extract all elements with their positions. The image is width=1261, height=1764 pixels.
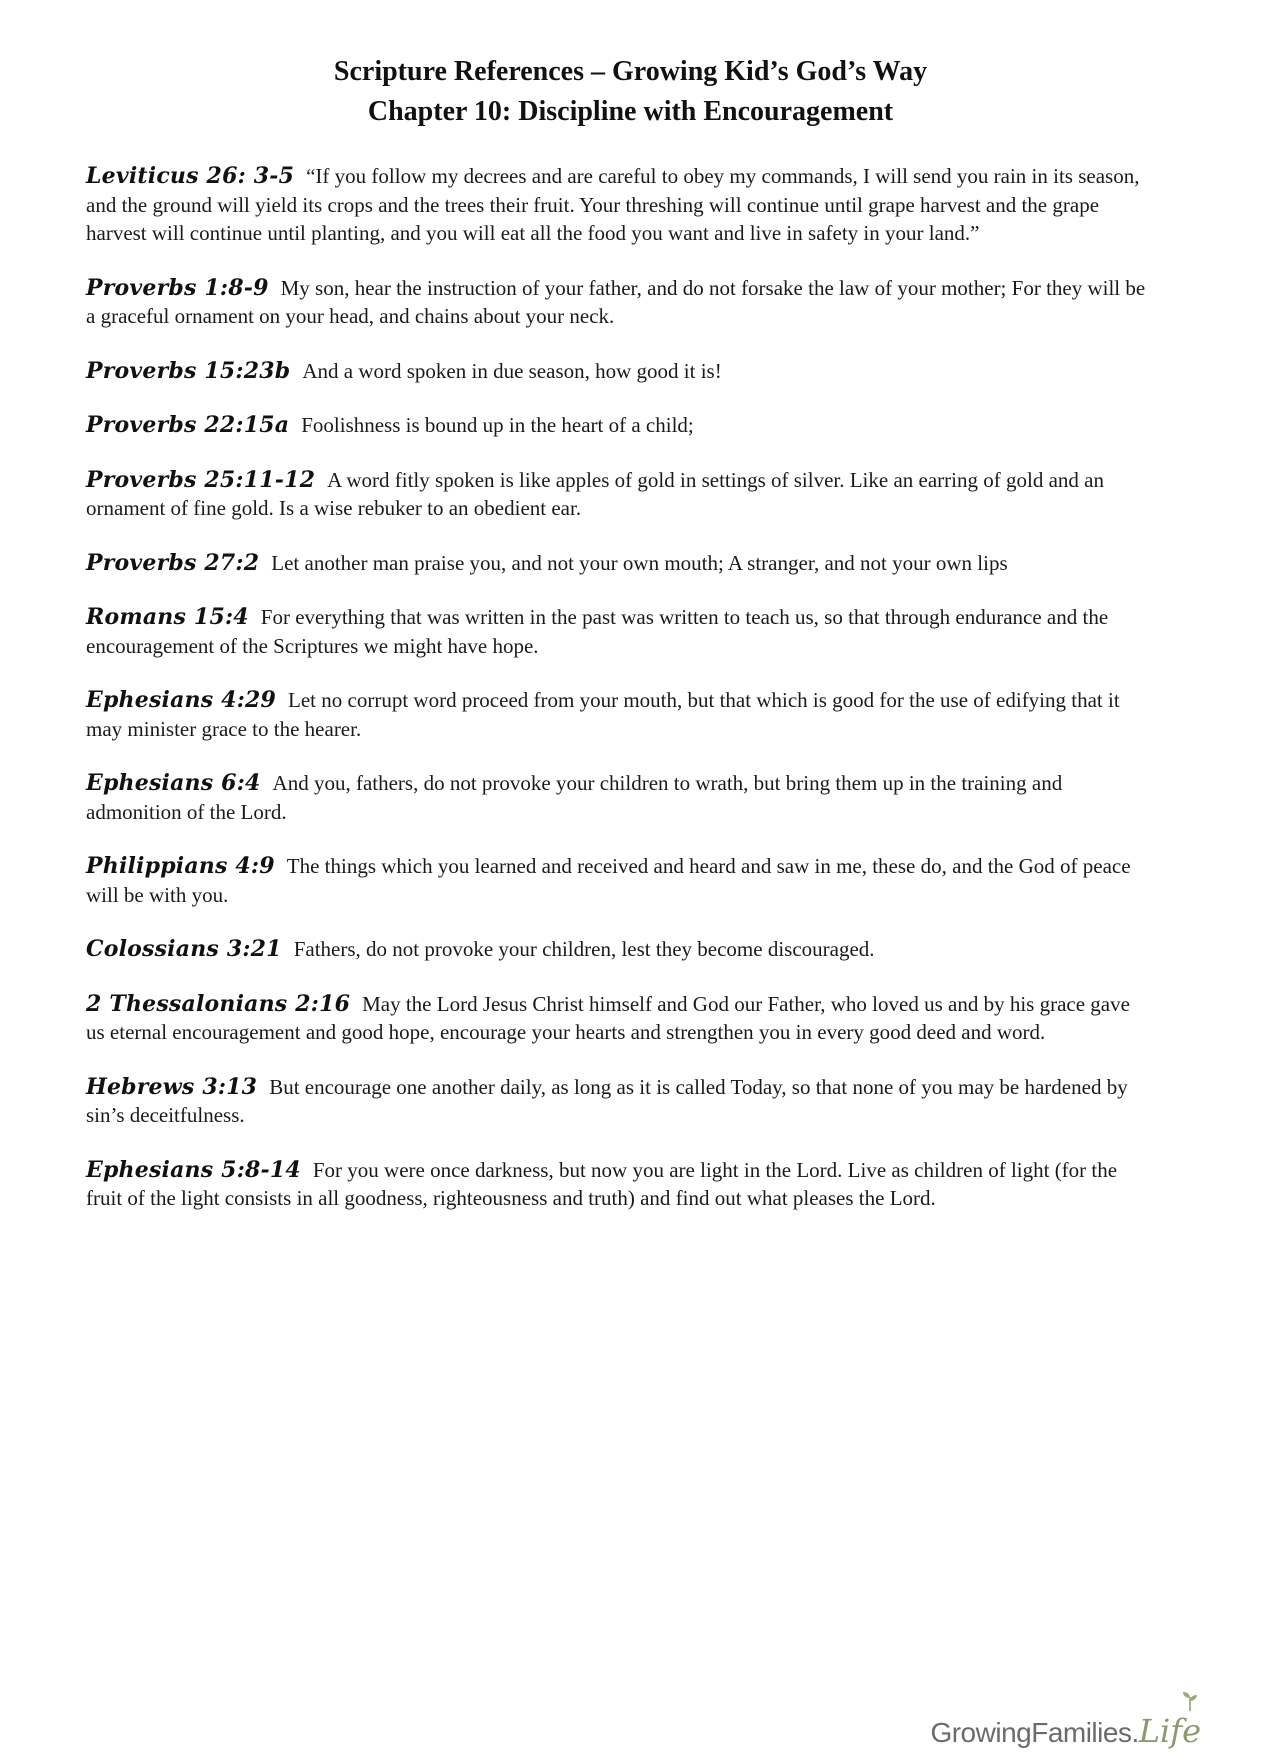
logo-accent-text: Life (1138, 1712, 1201, 1750)
reference-label: Proverbs 1:8-9 (86, 274, 269, 301)
scripture-reference (86, 852, 1146, 909)
reference-label: Proverbs 15:23b (86, 357, 291, 384)
scripture-reference (86, 1073, 1146, 1130)
sprout-icon (1181, 1690, 1199, 1712)
reference-label: Ephesians 5:8-14 (86, 1156, 301, 1183)
reference-label: Ephesians 4:29 (86, 687, 277, 713)
reference-text: And a word spoken in due season, how good it is! (302, 358, 722, 383)
reference-label: Leviticus 26: 3-5 (86, 163, 295, 189)
scripture-reference (86, 603, 1146, 660)
scripture-reference (86, 935, 1146, 964)
reference-text: Foolishness is bound up in the heart of a child; (301, 413, 694, 437)
scripture-reference (86, 1156, 1146, 1213)
reference-label: Proverbs 27:2 (86, 549, 260, 576)
reference-label: Colossians 3:21 (86, 936, 282, 962)
reference-label: Proverbs 25:11-12 (86, 466, 316, 493)
reference-text: The things which you learned and received and heard and saw in me, these do, and the God of peace will be with you. (86, 854, 1131, 907)
reference-label: Hebrews 3:13 (86, 1073, 258, 1100)
reference-text: A word fitly spoken is like apples of gold in settings of silver. Like an earring of gold and an ornament of fine gold. Is a wise rebuker to an obedient ear. (86, 467, 1104, 520)
reference-label: Ephesians 6:4 (86, 770, 261, 796)
reference-label: Proverbs 22:15a (86, 412, 290, 438)
scripture-reference (86, 411, 1146, 440)
reference-label: 2 Thessalonians 2:16 (86, 990, 351, 1017)
reference-text: “If you follow my decrees and are careful to obey my commands, I will send you rain in its season, and the ground will yield its crops and the trees their fruit. Your threshing will continue until grape harvest and the grape harvest will continue until planting, and you will eat all the food you want and live in safety in your land.” (86, 164, 1140, 245)
document-title: Scripture References – Growing Kid’s God’s Way (333, 56, 928, 87)
reference-text: Let another man praise you, and not your own mouth; A stranger, and not your own lips (271, 550, 1008, 575)
reference-label: Romans 15:4 (86, 604, 249, 630)
logo-accent (1139, 1712, 1201, 1750)
scripture-reference-list (86, 162, 1146, 1239)
reference-text: Fathers, do not provoke your children, lest they become discouraged. (293, 937, 875, 961)
reference-text: And you, fathers, do not provoke your children to wrath, but bring them up in the training and admonition of the Lord. (86, 771, 1063, 824)
scripture-reference (86, 990, 1146, 1047)
logo-wordmark: GrowingFamilies. (930, 1717, 1139, 1748)
document-header (0, 52, 1261, 132)
chapter-title: Chapter 10: Discipline with Encouragement (367, 96, 894, 127)
scripture-reference (86, 274, 1146, 331)
reference-text: My son, hear the instruction of your father, and do not forsake the law of your mother; For they will be a graceful ornament on your head, and chains about your neck. (86, 275, 1146, 328)
reference-text: For everything that was written in the past was written to teach us, so that through endurance and the encouragement of the Scriptures we might have hope. (86, 605, 1109, 658)
scripture-reference (86, 357, 1146, 386)
scripture-reference (86, 466, 1146, 523)
scripture-reference (86, 769, 1146, 826)
reference-text: Let no corrupt word proceed from your mouth, but that which is good for the use of edifying that it may minister grace to the hearer. (86, 688, 1120, 741)
scripture-reference (86, 686, 1146, 743)
reference-label: Philippians 4:9 (86, 853, 275, 879)
reference-text: But encourage one another daily, as long as it is called Today, so that none of you may be hardened by sin’s deceitfulness. (86, 1074, 1128, 1127)
scripture-reference (86, 162, 1146, 248)
reference-text: May the Lord Jesus Christ himself and God our Father, who loved us and by his grace gave us eternal encouragement and good hope, encourage your hearts and strengthen you in every good deed and word. (86, 991, 1130, 1044)
reference-text: For you were once darkness, but now you are light in the Lord. Live as children of light (for the fruit of the light consists in all goodness, righteousness and truth) and find out what pleases the Lord. (86, 1157, 1118, 1210)
scripture-reference (86, 549, 1146, 578)
growing-families-logo (930, 1712, 1201, 1752)
